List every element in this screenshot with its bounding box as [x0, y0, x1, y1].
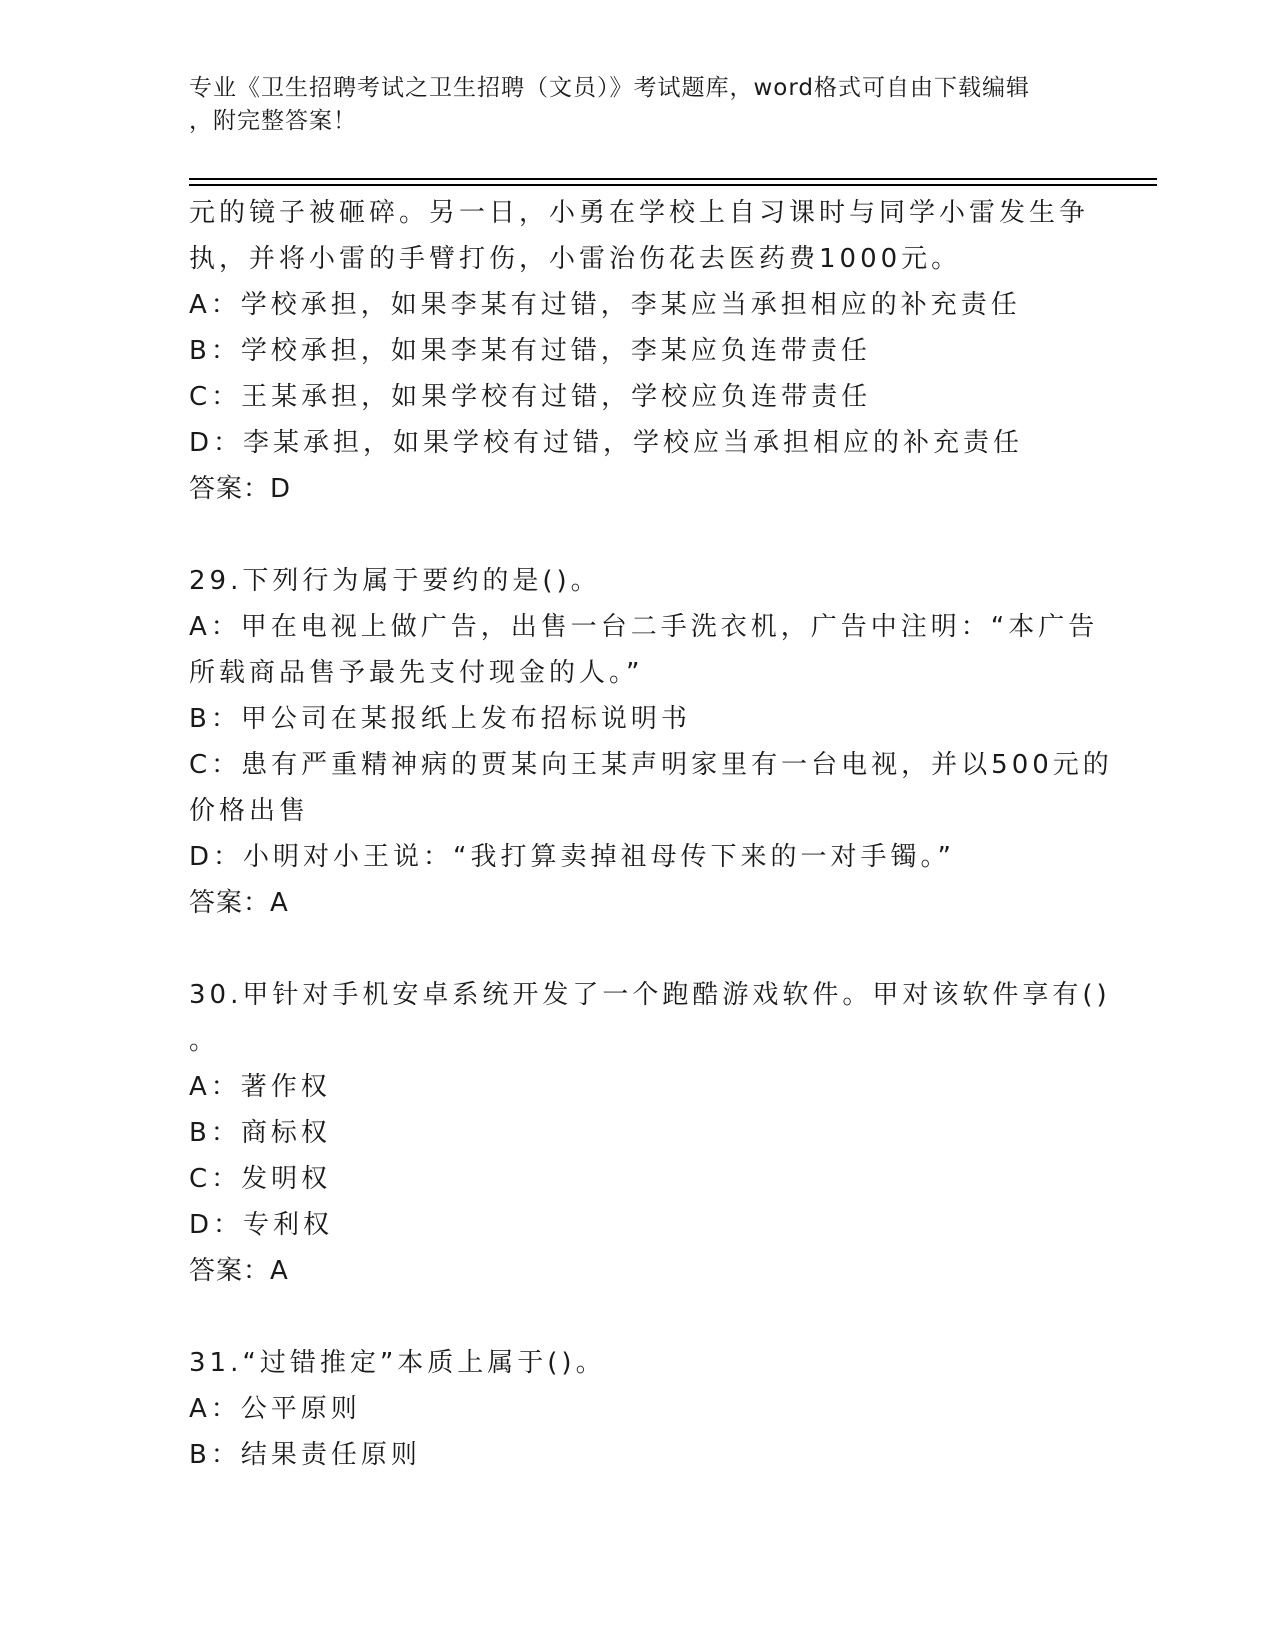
question-content — [189, 190, 1113, 1478]
header-divider-top — [189, 178, 1157, 180]
option-c: C：王某承担，如果学校有过错，学校应负连带责任 — [189, 382, 872, 412]
header-line-1: 专业《卫生招聘考试之卫生招聘（文员）》考试题库，word格式可自由下载编辑 — [189, 75, 1031, 101]
question-text: 元的镜子被砸碎。另一日，小勇在学校上自习课时与同学小雷发生争 — [189, 198, 1090, 228]
spacer — [189, 926, 1089, 972]
option-b: B：学校承担，如果李某有过错，李某应负连带责任 — [189, 336, 871, 366]
spacer — [189, 512, 1089, 558]
option-d: D：李某承担，如果学校有过错，学校应当承担相应的补充责任 — [189, 428, 1024, 458]
header-line-2: ，附完整答案！ — [189, 108, 357, 134]
question-31-block — [189, 1340, 1089, 1478]
question-title: 30.甲针对手机安卓系统开发了一个跑酷游戏软件。甲对该软件享有() — [189, 980, 1111, 1010]
option-a: A：著作权 — [189, 1072, 331, 1102]
option-d: D：专利权 — [189, 1210, 334, 1240]
answer-label: 答案：A — [189, 1256, 289, 1286]
option-c: C：发明权 — [189, 1164, 332, 1194]
spacer — [189, 1294, 1089, 1340]
header-divider-bottom — [189, 184, 1157, 186]
option-a: A：甲在电视上做广告，出售一台二手洗衣机，广告中注明：“本广告 — [189, 612, 1099, 642]
question-title-continued: 。 — [189, 1026, 220, 1056]
option-a: A：学校承担，如果李某有过错，李某应当承担相应的补充责任 — [189, 290, 1021, 320]
option-a-continued: 所载商品售予最先支付现金的人。” — [189, 658, 644, 688]
answer-label: 答案：A — [189, 888, 289, 918]
question-title: 31.“过错推定”本质上属于()。 — [189, 1348, 606, 1378]
question-30-block — [189, 972, 1111, 1294]
option-b: B：结果责任原则 — [189, 1440, 421, 1470]
option-b: B：商标权 — [189, 1118, 331, 1148]
answer-label: 答案：D — [189, 474, 292, 504]
question-text: 执，并将小雷的手臂打伤，小雷治伤花去医药费1000元。 — [189, 244, 962, 274]
question-29-block — [189, 558, 1113, 926]
option-a: A：公平原则 — [189, 1394, 361, 1424]
option-b: B：甲公司在某报纸上发布招标说明书 — [189, 704, 691, 734]
question-title: 29.下列行为属于要约的是()。 — [189, 566, 601, 596]
question-28-block — [189, 190, 1089, 512]
option-d: D：小明对小王说：“我打算卖掉祖母传下来的一对手镯。” — [189, 842, 955, 872]
option-c: C：患有严重精神病的贾某向王某声明家里有一台电视，并以500元的 — [189, 750, 1113, 780]
option-c-continued: 价格出售 — [189, 796, 310, 826]
document-header — [189, 72, 1089, 138]
